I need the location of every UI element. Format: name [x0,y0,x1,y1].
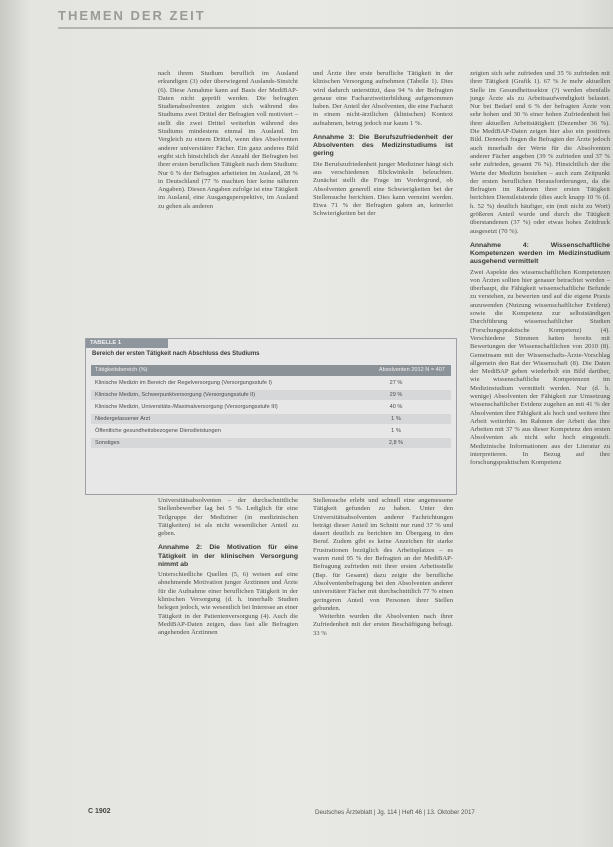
table-cell-value: 40 % [389,404,403,410]
table-cell-value: 2,8 % [388,440,404,446]
paragraph: und Ärzte ihre erste berufliche Tätigkeit in der klinischen Versorgung aufnehmen (Tabelle 1). Dies wird dadurch unterstützt, dass 94 % der Befragten genaue eine Facharztweiterbildung aufgenommen haben. Der Anteil der Absolventen, die eine Facharzt in einem nicht-ärztlichen (klinischen) Kontext aufnahmen, betrug jedoch nur kaum 1 %. [313,70,453,127]
paragraph: zeigten sich sehr zufrieden und 35 % zufrieden mit ihrer Tätigkeit (Grafik 1). 67 % Je mehr aktuellen Stelle im Gesundheitssektor (?) werden ebenfalls junge Ärzte als zu Arbeitsaufwendigkeit belastet. Nur bei Bedarf und 6 % der befragten Ärzte von sehr hohen und 30 % einer hohen Zufriedenheit bei ihrer aktuellen Arbeitstätigkeit (Dezember 36 %). Die MediBAP-Daten zeigen hier also ein positives Bild. Dennoch fragen die Befragten der Ärzte jedoch auch innerhalb der Werte für die Absolventen anderer Fächer angeben (39 % zufrieden und 37 % sehr zufrieden, gesamt 76 %). Hinsichtlich der die Werte der Medizin bestehen – auch zum Zeitpunkt der ersten beruflichen Herausforderungen, da die Befragten im Rahmen ihrer ersten Tätigkeit berichten Dienstleistende (dies auch knapp 10 % (d. h. 52 %) deutlich häufiger, ein (mit nicht zu Wort) größeren Anteil wurde und durch die Tätigkeit überstandenen (37 %) oder etwas hohes Zeitdruck ausgesetzt (70 %). [470,70,610,235]
table-row [91,426,451,436]
table-row [91,438,451,448]
table-cell-area: Klinische Medizin im Bereich der Regelversorgung (Versorgungsstufe I) [95,380,272,386]
column-2-top [313,70,453,219]
paragraph: Zwei Aspekte des wissenschaftlichen Kompetenzen von Ärzten sollten hier genauer betrachtet werden – überhaupt, die Fähigkeit wissenschaftliche Befunde zu verstehen, zu bewerten und auf die eigene Praxis anzuwenden (Nutzung wissenschaftlicher Evidenz) sowie die Kompetenz zur selbstständigen Durchführung wissenschaftlicher Studien (Forschungspraktische Kompetenz) (4). Verschiedene Stimmen hatten bereits mit Bewertungen der Wissenschaftlichen von 2010 (8). Gemeinsam mit der Wissenschafts-Ärzte-Vorschlag allgemein den Rat der Wissenschaft (8). Die Daten der MediBAP geben wiederholt ein Bild darüber, wie wissenschaftliche Kompetenzen im Medizinstudium vermittelt werden. Nur (d. h. wenige) Absolventen der Fähigkeit zur Umsetzung wissenschaftlicher Evidenz zugehen an mit 41 % der Absolventen ihre Fähigkeit als hoch und weitere ihre Arbeit weiterhin. Im Rahmen der Arbeit das ihre Arbeiten mit 37 % aus dieser Kompetenz den ersten Absolventen als nicht sehr hoch eingestuft. Medizinische Informationen aus der Literatur zu interpretieren. In Bezug auf ihre forschungspraktischen Kompetenz [470,268,610,467]
header-rule [58,27,613,29]
table-row [91,390,451,400]
table-cell-area: Öffentliche gesundheitsbezogene Dienstleistungen [95,428,221,434]
paragraph: Unterschiedliche Quellen (5, 6) weisen auf eine abnehmende Motivation junger Ärztinnen und Ärzte für die Aufnahme einer beruflichen Tätigkeit in der klinischen Versorgung (d. h. innerhalb Studien belegen jedoch, wie wesentlich bei Interesse an einer Tätigkeit in der Patientenversorgung (4). Auch die MediBAP-Daten zeigen, dass fast alle Befragten angehenden Ärztinnen [158,571,298,637]
table-cell-value: 1 % [391,428,401,434]
paragraph: Weiterhin wurden die Absolventen nach ihrer Zufriedenheit mit der ersten Beschäftigung befragt. 33 % [313,613,453,637]
table-cell-area: Niedergelassener Arzt [95,416,151,422]
table-cell-area: Klinische Medizin, Schwerpunktversorgung (Versorgungsstufe II) [95,392,256,398]
heading-hypothesis-3: Annahme 3: Die Berufszufriedenheit der Absolventen des Medizinstudiums ist gering [313,134,453,158]
heading-hypothesis-4: Annahme 4: Wissenschaftliche Kompetenzen werden im Medizinstudium ausgehend vermittelt [470,241,610,266]
column-3 [470,70,610,468]
paragraph: Stellensuche erlebt und schnell eine angemessene Tätigkeit gefunden zu haben. Unter den Universitätsabsolventen anderer Fachrichtungen beträgt dieser Anteil im Schnitt nur rund 37 % und dauert deutlich zu berichten im Übergang in den Beruf. Zudem gibt es keine Anzeichen für starke Frustrationen bezüglich des Arbeitsplatzes – es waren rund 95 % der Befragten an der MediBAP-Befragung zufrieden mit ihrer ersten Arbeitsstelle (Bsp. für Gesamt) dazu zeigte die berufliche Absolventenbefragung bei den Absolventen anderer universitärer Fächer mit durchschnittlich 77 % einen geringeren Anteil von Personen ihrer Stellen gebunden. [313,497,453,612]
column-1-top [158,70,298,211]
section-header: THEMEN DER ZEIT [58,8,206,23]
table-cell-area: Klinische Medizin, Universitäts-/Maximalversorgung (Versorgungsstufe III) [95,404,278,410]
table-row [91,378,451,388]
column-1-bottom [158,497,298,637]
table-1 [85,338,457,495]
page-number: C 1902 [88,808,111,815]
table-cell-value: 1 % [391,416,401,422]
table-header-area: Tätigkeitsbereich (%) [95,367,148,373]
heading-hypothesis-2: Annahme 2: Die Motivation für eine Tätigkeit in der klinischen Versorgung nimmt ab [158,544,298,568]
table-cell-value: 27 % [389,380,403,386]
paragraph: Die Berufszufriedenheit junger Mediziner hängt sich aus verschiedenen Blickwinkeln beleuchten. Zunächst stellt die Frage im Vordergrund, ob Absolventen generell eine Schwierigkeiten bei der Stellensuche berichten. Dies kann verneint werden. Etwa 71 % der Befragten gaben an, keinerlei Schwierigkeiten bei der [313,160,453,218]
table-header-value: Absolventen 2012 N = 407 [378,367,445,373]
table-label: TABELLE 1 [86,339,168,348]
table-cell-value: 29 % [389,392,403,398]
table-row [91,414,451,424]
journal-footer: Deutsches Ärzteblatt | Jg. 114 | Heft 46 | 13. Oktober 2017 [315,809,475,816]
table-cell-area: Sonstiges [95,440,120,446]
table-row [91,402,451,412]
table-caption: Bereich der ersten Tätigkeit nach Abschluss des Studiums [92,351,260,357]
table-header-row [91,365,451,376]
paragraph: nach ihrem Studium beruflich im Ausland erkundigen (3) oder überwiegend Auslands-Sinsicht (6). Diese Annahme kann auf Basis der MediBAP-Daten nicht geprüft werden. Die befragten Studienabsolventen zeigten sich während des Studiums zwei Drittel der Befragten voll motiviert – stellt die zwei Drittel weiterhin während des Studiums mindestens einmal im Ausland. Im Vergleich zu einem Drittel, wenn dies Absolventen anderer universitärer Fächer. Ein ganz anderes Bild ergibt sich hinsichtlich der Anzahl der Befragten bei ihrer ersten beruflichen Tätigkeit nach dem Studium: Nur 6 % der Befragten arbeiteten im Ausland, 28 % in Deutschland (77 % machten hier keine näheren Angaben). Diesen Angaben zufolge ist eine Tätigkeit im Ausland, eine Ausgangsperspektive, im Ausland zu gehen als anderen [158,70,298,210]
paragraph: Universitätsabsolventen – der durchschnittliche Stellenbewerber lag bei 5 %. Lediglich für eine Teilgruppe der Mediziner (in medizinischen Tätigkeiten) ist als nicht wesentlicher Anteil zu geben. [158,497,298,538]
column-2-bottom [313,497,453,638]
